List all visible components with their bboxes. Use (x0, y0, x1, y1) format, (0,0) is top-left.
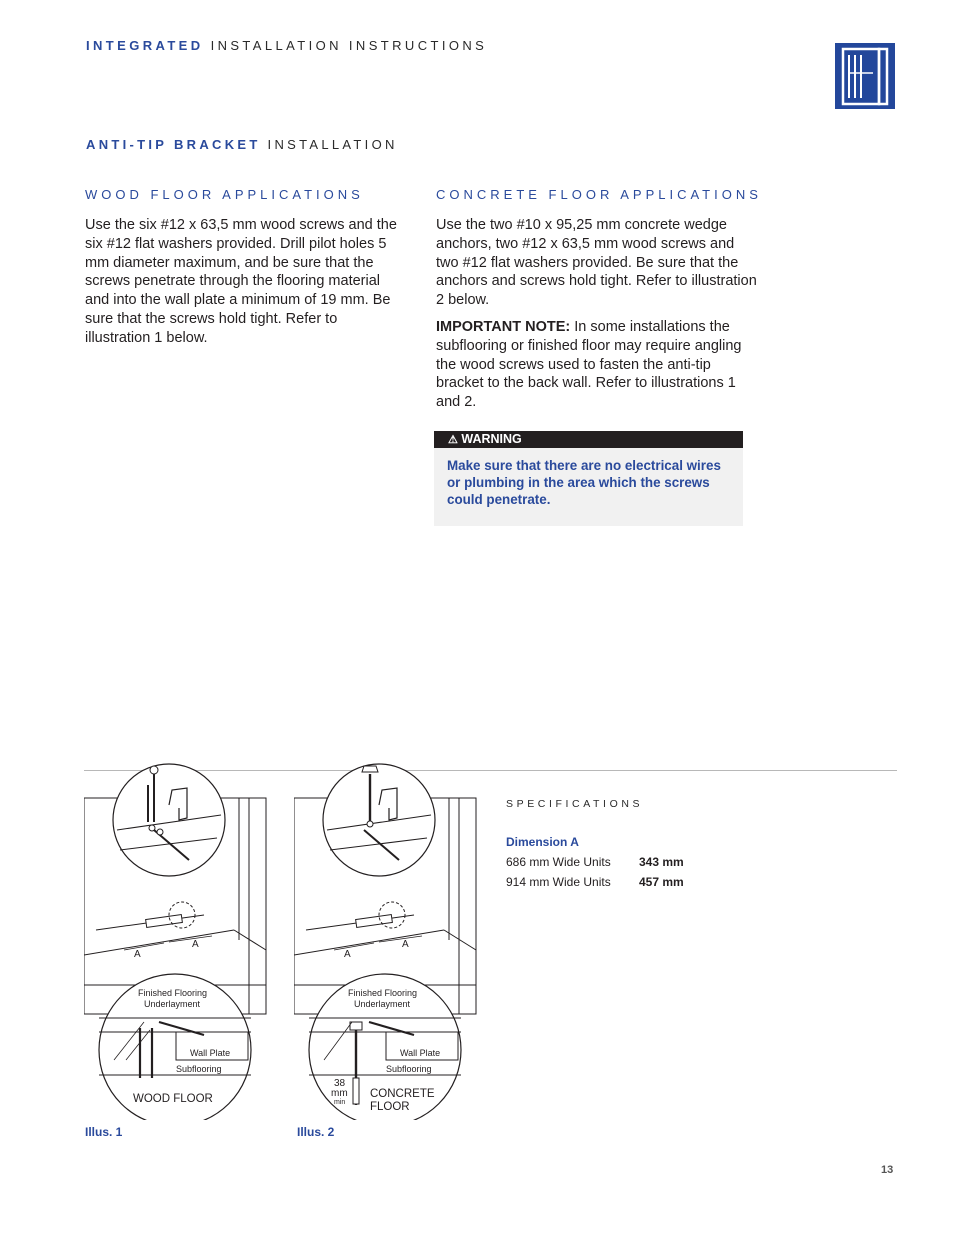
concrete-floor-paragraph: Use the two #10 x 95,25 mm concrete wedge anchors, two #12 x 63,5 mm wood screws and two #12 flat washers provided. Be sure that the anchors and screws hold tight. Refer to illustration 2 below. (436, 217, 757, 309)
illus2-depth-unit: mm (331, 1088, 348, 1099)
spec-row-value: 343 mm (639, 855, 684, 869)
important-note-label: IMPORTANT NOTE: (436, 318, 571, 335)
page-number: 13 (881, 1164, 894, 1176)
illus1-dim-a-left: A (134, 949, 141, 960)
concrete-floor-heading: CONCRETE FLOOR APPLICATIONS (436, 187, 762, 202)
dimension-a-heading: Dimension A (506, 835, 579, 849)
spec-row-value: 457 mm (639, 875, 684, 889)
warning-triangle-icon: ⚠ (448, 434, 458, 446)
illus1-wall-plate-label: Wall Plate (190, 1048, 231, 1058)
wood-floor-heading: WOOD FLOOR APPLICATIONS (85, 187, 364, 202)
section-title-bold: ANTI-TIP BRACKET (86, 137, 261, 152)
illustration-1-wood-floor (84, 760, 274, 1120)
illus1-underlayment-label: Underlayment (144, 999, 201, 1009)
section-title (86, 137, 398, 152)
illus2-floor-label-line2: FLOOR (370, 1101, 410, 1113)
important-note-text: In some installations the subflooring or finished floor may require angling the wood screws used to fasten the anti-tip bracket to the back wall. Refer to illustrations 1 and 2. (436, 318, 742, 411)
warning-box (434, 431, 743, 526)
illus2-underlayment-label: Underlayment (354, 999, 411, 1009)
specifications-heading: SPECIFICATIONS (506, 798, 644, 810)
brand-logo-icon (835, 43, 895, 109)
illus-2-caption: Illus. 2 (297, 1125, 335, 1139)
illus2-floor-label-line1: CONCRETE (370, 1088, 435, 1100)
document-header (86, 38, 487, 53)
illus2-depth-value: 38 (334, 1078, 346, 1089)
illus2-depth-min: min (334, 1099, 346, 1106)
illus2-dim-a-right: A (402, 939, 409, 950)
header-title-rest: INSTALLATION INSTRUCTIONS (210, 38, 488, 53)
illus1-floor-type-label: WOOD FLOOR (133, 1093, 213, 1105)
warning-text: Make sure that there are no electrical wires or plumbing in the area which the screws could penetrate. (447, 458, 721, 507)
illustration-2-concrete-floor (294, 760, 484, 1120)
warning-bar (434, 431, 743, 448)
illus1-dim-a-right: A (192, 939, 199, 950)
section-title-rest: INSTALLATION (267, 137, 398, 152)
illus2-wall-plate-label: Wall Plate (400, 1048, 441, 1058)
wood-floor-body (85, 216, 403, 356)
important-note (436, 318, 758, 412)
illus2-dim-a-left: A (344, 949, 351, 960)
wood-floor-paragraph: Use the six #12 x 63,5 mm wood screws and the six #12 flat washers provided. Drill pilot holes 5 mm diameter maximum, and be sure that the screws penetrate through the flooring material and into the wall plate a minimum of 19 mm. Be sure that the screws hold tight. Refer to illustration 1 below. (85, 217, 397, 346)
header-title-bold: INTEGRATED (86, 38, 204, 53)
illus-1-caption: Illus. 1 (85, 1125, 123, 1139)
spec-row-label: 686 mm Wide Units (506, 855, 611, 869)
illus2-finished-flooring-label: Finished Flooring (348, 988, 418, 998)
illus2-subflooring-label: Subflooring (386, 1064, 432, 1074)
illus1-subflooring-label: Subflooring (176, 1064, 222, 1074)
spec-row (506, 875, 706, 891)
spec-row-label: 914 mm Wide Units (506, 875, 611, 889)
illus1-finished-flooring-label: Finished Flooring (138, 988, 208, 998)
warning-label: WARNING (461, 432, 522, 446)
concrete-floor-body (436, 216, 758, 420)
spec-row (506, 855, 706, 871)
